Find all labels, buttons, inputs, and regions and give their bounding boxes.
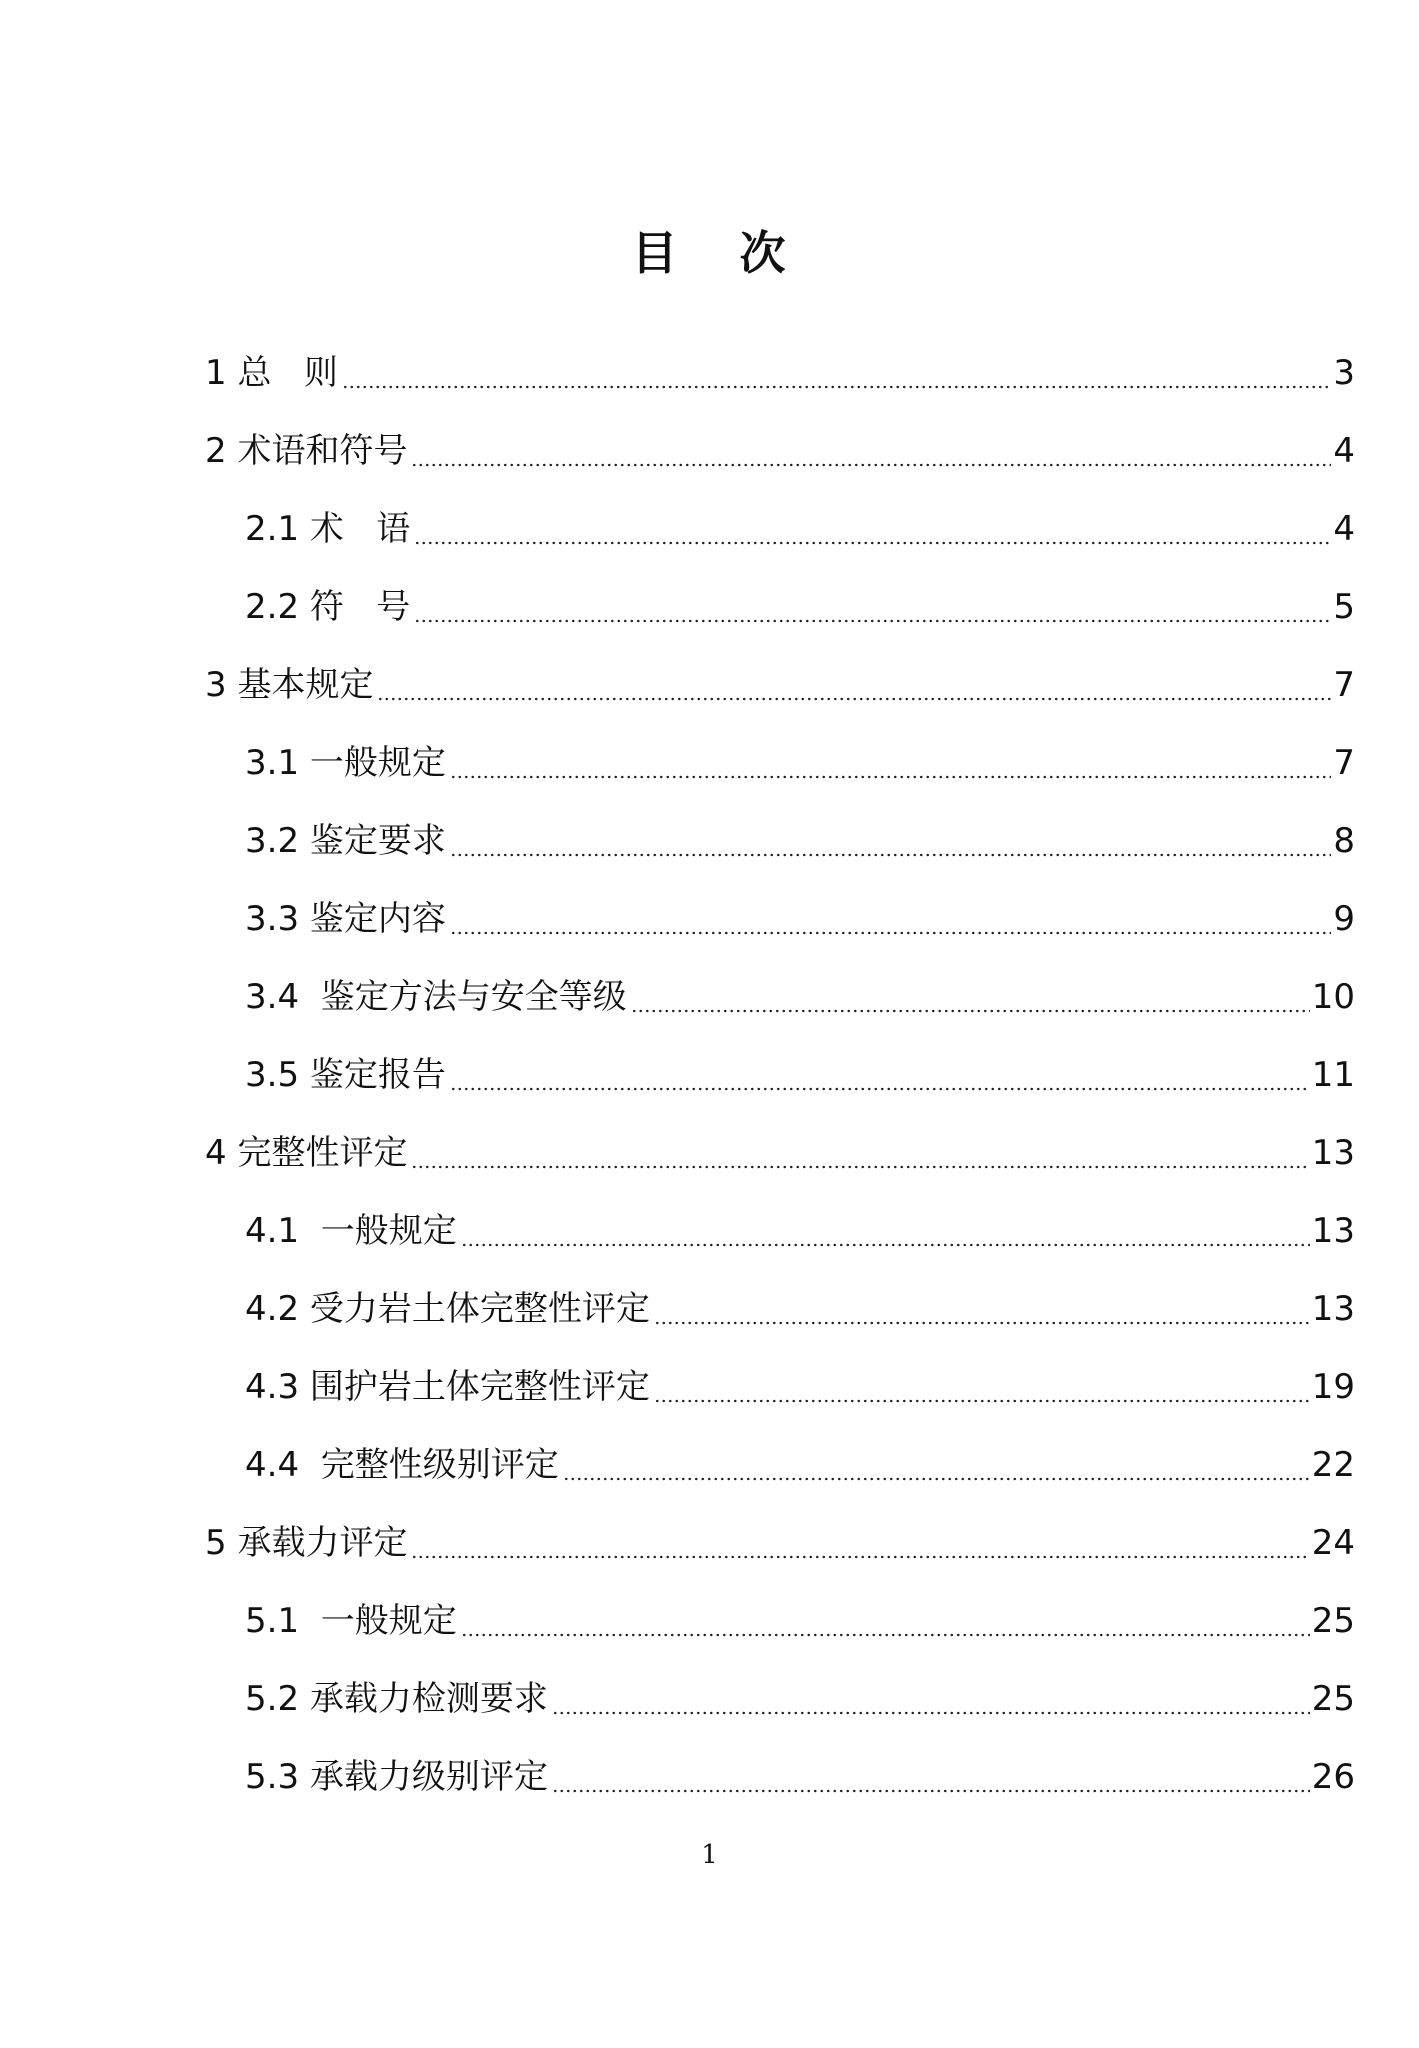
toc-entry[interactable]: [205, 1495, 1355, 1573]
toc-entry-title: 受力岩土体完整性评定: [299, 1289, 650, 1329]
toc-leader-dots: [450, 931, 1331, 935]
toc-leader-dots: [411, 1555, 1309, 1559]
toc-entry[interactable]: [205, 715, 1355, 793]
toc-entry-number: 2.2: [245, 587, 300, 627]
toc-leader-dots: [411, 1165, 1309, 1169]
toc-entry-number: 3: [205, 665, 227, 705]
toc-entry-page: 7: [1333, 743, 1355, 783]
page-title: [0, 218, 1419, 288]
toc-entry-page: 8: [1333, 821, 1355, 861]
toc-entry-title: 术语和符号: [226, 431, 408, 471]
toc-entry[interactable]: [205, 637, 1355, 715]
toc-entry[interactable]: [205, 1417, 1355, 1495]
toc-entry-title: 鉴定方法与安全等级: [299, 977, 627, 1017]
toc-leader-dots: [563, 1477, 1310, 1481]
toc-entry-number: 4.3: [245, 1367, 300, 1407]
toc-leader-dots: [450, 1087, 1310, 1091]
toc-leader-dots: [654, 1399, 1310, 1403]
toc-entry-number: 3.4: [245, 977, 300, 1017]
toc-entry[interactable]: [205, 1651, 1355, 1729]
toc-entry[interactable]: [205, 1261, 1355, 1339]
toc-entry-number: 4.2: [245, 1289, 300, 1329]
toc-entry[interactable]: [205, 1339, 1355, 1417]
toc-entry-title: 术 语: [299, 509, 411, 549]
toc-entry-page: 25: [1311, 1679, 1355, 1719]
toc-entry[interactable]: [205, 1183, 1355, 1261]
page-title-part-2: 次: [739, 226, 788, 280]
toc-entry-page: 13: [1311, 1289, 1355, 1329]
table-of-contents: [205, 325, 1355, 1807]
toc-leader-dots: [450, 775, 1331, 779]
toc-leader-dots: [461, 1243, 1310, 1247]
toc-entry-page: 10: [1311, 977, 1355, 1017]
toc-leader-dots: [342, 385, 1331, 389]
toc-entry-title: 总 则: [226, 353, 338, 393]
toc-leader-dots: [411, 463, 1331, 467]
toc-leader-dots: [461, 1633, 1310, 1637]
toc-entry-number: 1: [205, 353, 227, 393]
toc-entry-title: 承载力评定: [226, 1523, 408, 1563]
toc-entry-title: 一般规定: [299, 1601, 457, 1641]
toc-entry-page: 7: [1333, 665, 1355, 705]
toc-leader-dots: [377, 697, 1331, 701]
toc-entry-page: 3: [1333, 353, 1355, 393]
toc-entry[interactable]: [205, 559, 1355, 637]
toc-entry-title: 鉴定报告: [299, 1055, 446, 1095]
toc-entry-page: 11: [1311, 1055, 1355, 1095]
toc-entry-number: 2: [205, 431, 227, 471]
toc-entry[interactable]: [205, 793, 1355, 871]
toc-entry-title: 承载力级别评定: [299, 1757, 548, 1797]
toc-leader-dots: [552, 1711, 1310, 1715]
toc-entry-page: 4: [1333, 431, 1355, 471]
toc-entry-page: 19: [1311, 1367, 1355, 1407]
toc-entry[interactable]: [205, 1729, 1355, 1807]
toc-leader-dots: [450, 853, 1331, 857]
toc-entry-page: 24: [1311, 1523, 1355, 1563]
toc-entry-title: 基本规定: [226, 665, 374, 705]
page-title-part-1: 目: [631, 226, 680, 280]
toc-entry-page: 9: [1333, 899, 1355, 939]
toc-leader-dots: [552, 1789, 1310, 1793]
toc-leader-dots: [414, 541, 1331, 545]
toc-entry-number: 3.2: [245, 821, 300, 861]
toc-entry-number: 4: [205, 1133, 227, 1173]
toc-entry-number: 5.1: [245, 1601, 300, 1641]
toc-entry[interactable]: [205, 1573, 1355, 1651]
toc-entry[interactable]: [205, 949, 1355, 1027]
toc-leader-dots: [414, 619, 1331, 623]
toc-entry-title: 围护岩土体完整性评定: [299, 1367, 650, 1407]
toc-entry[interactable]: [205, 1105, 1355, 1183]
toc-entry-title: 鉴定内容: [299, 899, 446, 939]
toc-entry-number: 4.1: [245, 1211, 300, 1251]
toc-entry-number: 3.3: [245, 899, 300, 939]
toc-entry-page: 4: [1333, 509, 1355, 549]
toc-entry-number: 2.1: [245, 509, 300, 549]
toc-leader-dots: [654, 1321, 1310, 1325]
toc-entry-page: 13: [1311, 1211, 1355, 1251]
toc-entry-page: 22: [1311, 1445, 1355, 1485]
toc-entry[interactable]: [205, 1027, 1355, 1105]
toc-entry[interactable]: [205, 403, 1355, 481]
toc-entry-title: 完整性级别评定: [299, 1445, 559, 1485]
toc-entry-title: 完整性评定: [226, 1133, 408, 1173]
toc-entry-number: 3.1: [245, 743, 300, 783]
toc-entry-title: 承载力检测要求: [299, 1679, 548, 1719]
toc-entry-number: 3.5: [245, 1055, 300, 1095]
toc-entry-number: 4.4: [245, 1445, 300, 1485]
toc-entry-number: 5.3: [245, 1757, 300, 1797]
toc-entry[interactable]: [205, 481, 1355, 559]
toc-entry[interactable]: [205, 871, 1355, 949]
toc-entry-number: 5.2: [245, 1679, 300, 1719]
toc-entry-title: 鉴定要求: [299, 821, 446, 861]
toc-entry-page: 25: [1311, 1601, 1355, 1641]
toc-entry-page: 26: [1311, 1757, 1355, 1797]
toc-entry-title: 符 号: [299, 587, 411, 627]
toc-entry-page: 5: [1333, 587, 1355, 627]
toc-entry-page: 13: [1311, 1133, 1355, 1173]
toc-entry-title: 一般规定: [299, 1211, 457, 1251]
toc-leader-dots: [631, 1009, 1310, 1013]
page-number: 1: [701, 1840, 718, 1870]
toc-entry-title: 一般规定: [299, 743, 446, 783]
toc-entry-number: 5: [205, 1523, 227, 1563]
toc-entry[interactable]: [205, 325, 1355, 403]
